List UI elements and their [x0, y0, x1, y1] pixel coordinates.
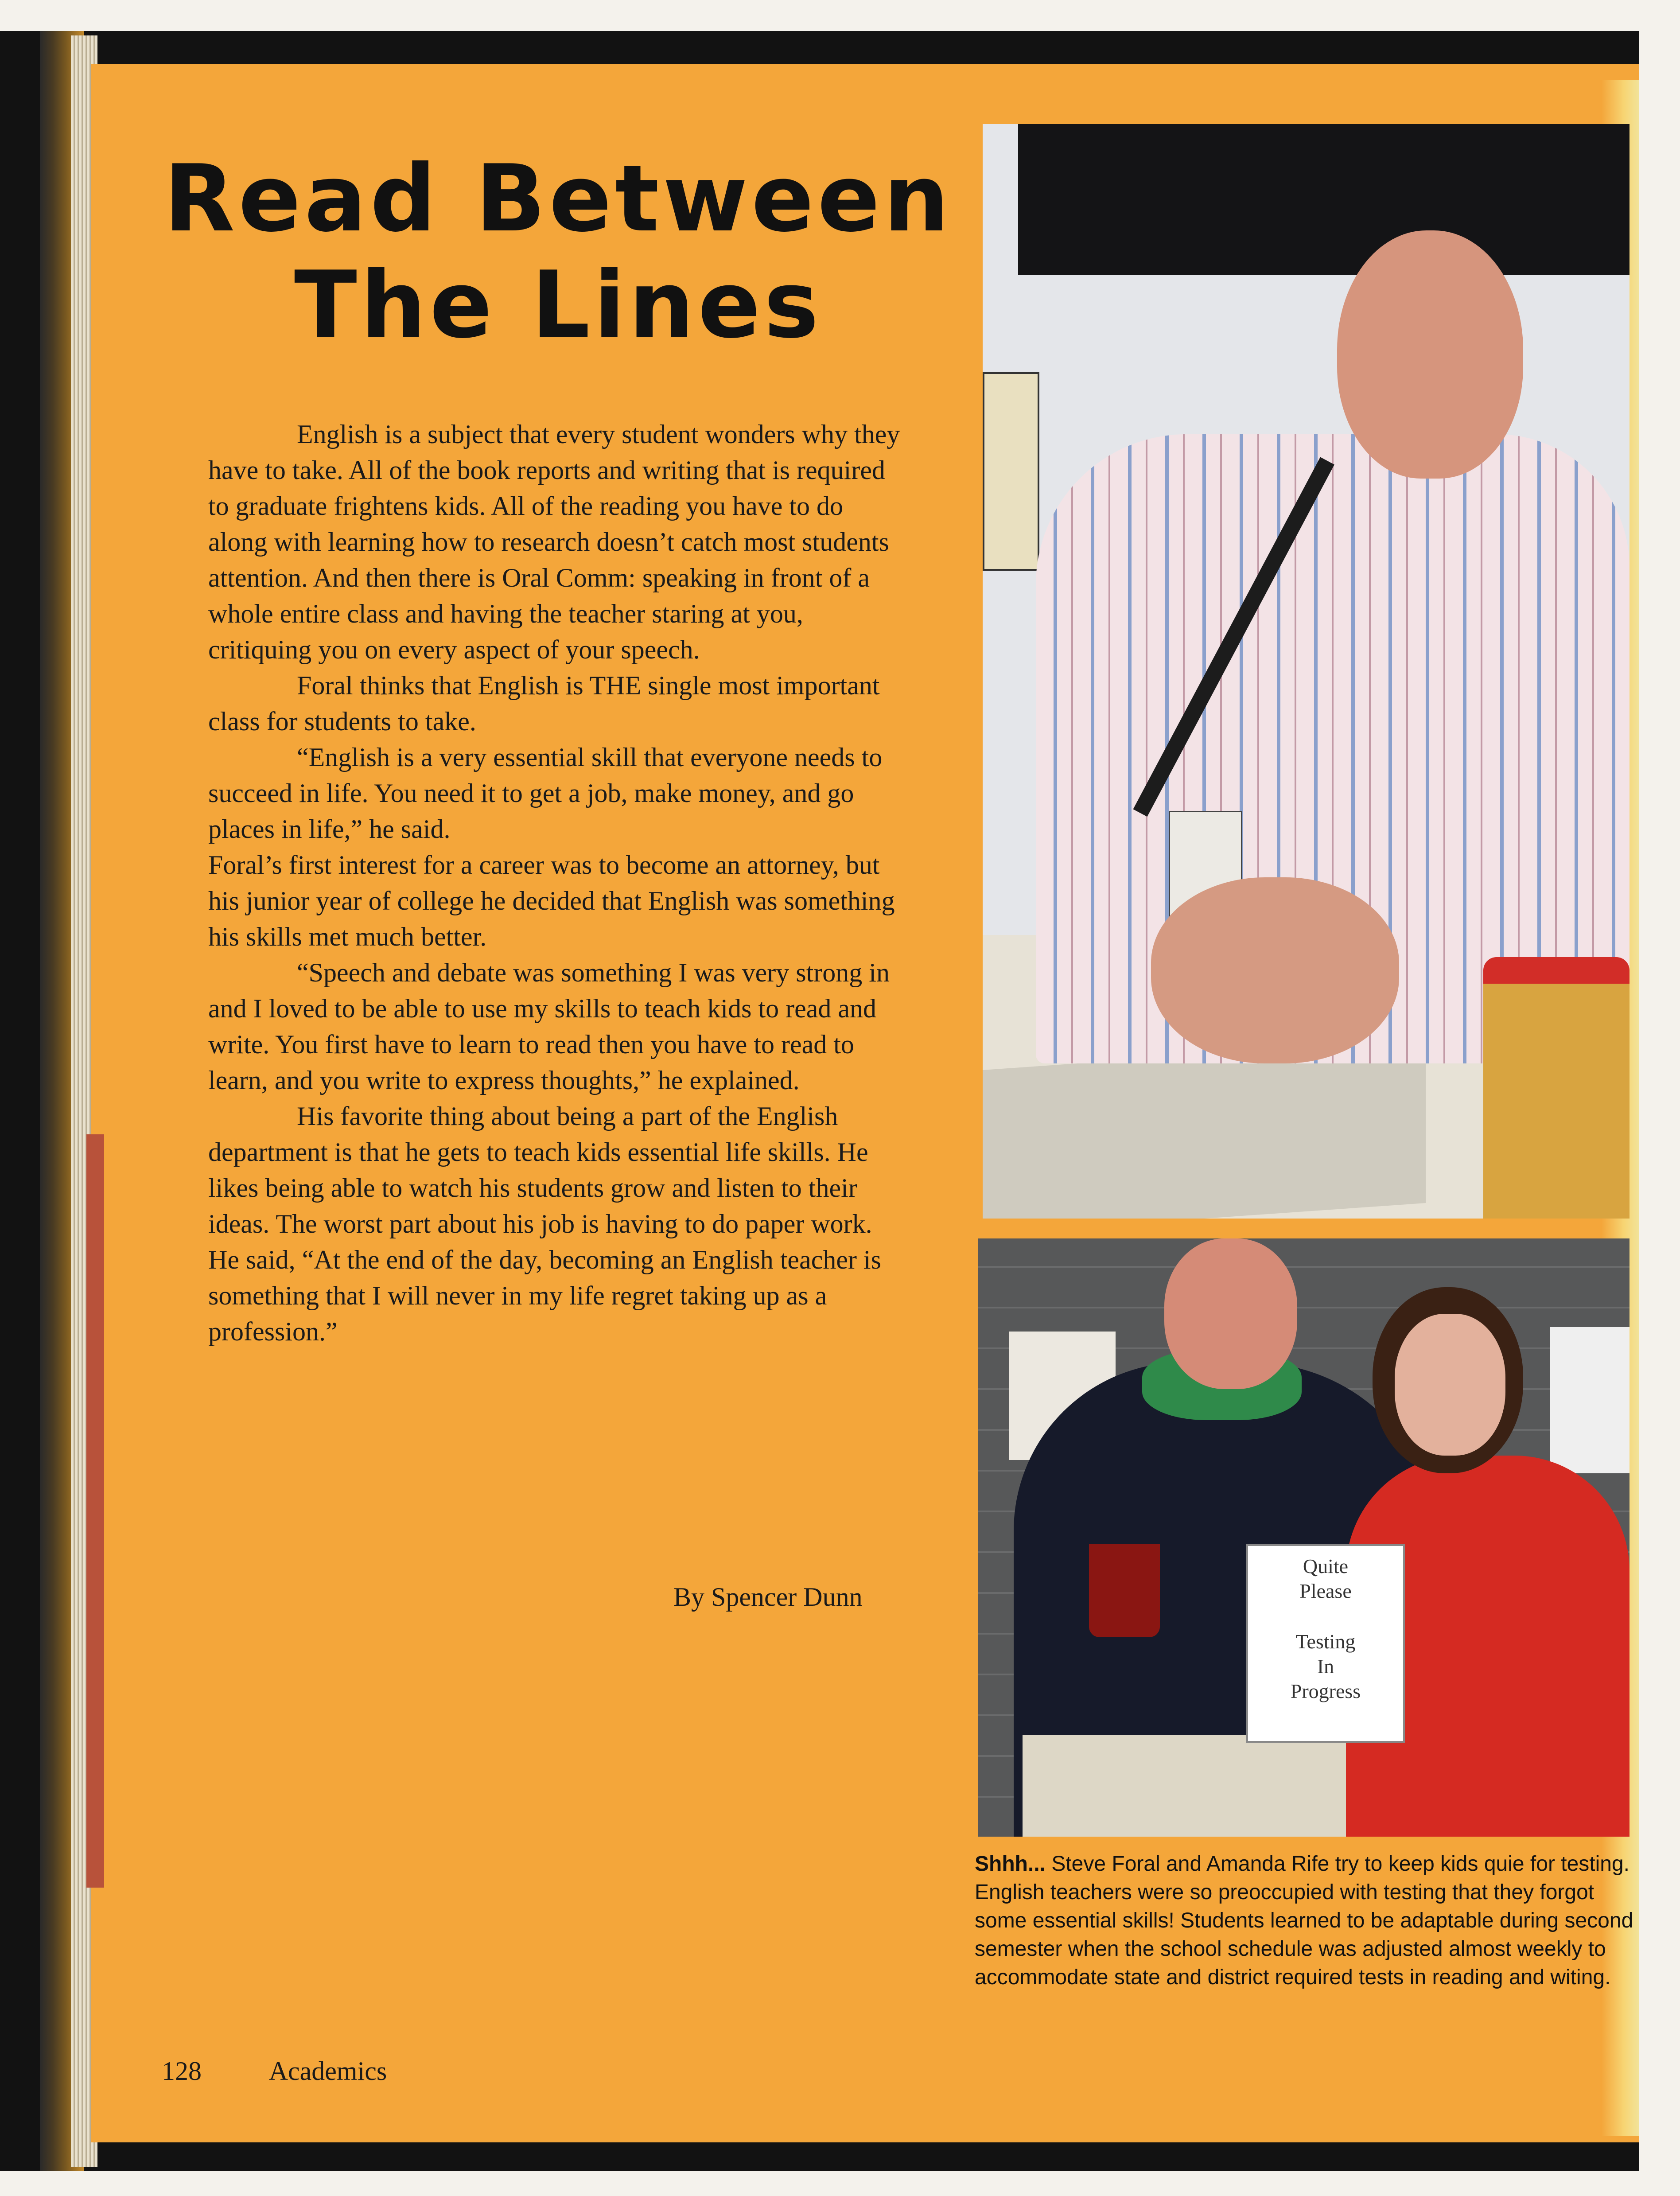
photo-man-head: [1164, 1238, 1297, 1389]
photo-caption: [975, 1850, 1639, 1992]
section-name: Academics: [268, 2056, 387, 2086]
paragraph: “Speech and debate was something I was very strong in and I loved to be able to use my skills to teach kids to read and write. You first have to learn to read then you have to read to learn, and you write to express thoughts,” he explained.: [208, 958, 890, 1095]
photo-teachers-with-sign: [978, 1238, 1629, 1837]
folio: [162, 2056, 387, 2087]
scan-border-right: [1639, 0, 1680, 2196]
article-body: [208, 417, 908, 1350]
paragraph: “English is a very essential skill that everyone needs to succeed in life. You need it to get a job, make money, and go places in life,” he said.: [208, 743, 883, 844]
photo-red-mug: [1089, 1544, 1160, 1637]
sign-line: Please: [1299, 1580, 1352, 1602]
sign-line: Testing: [1295, 1630, 1356, 1653]
scan-border-top: [0, 0, 1680, 31]
photo-woman-face: [1395, 1314, 1505, 1456]
page-number: 128: [162, 2056, 202, 2086]
caption-text: Steve Foral and Amanda Rife try to keep kids quie for testing. English teachers were so preoccupied with testing that they forgot some essential skills! Students learned to be adaptable during second semester when the school schedule was adjusted almost weekly to accommodate state and district required tests in reading and witing.: [975, 1852, 1633, 1989]
photo-man-head: [1337, 230, 1523, 479]
headline-line-2: The Lines: [294, 252, 823, 359]
sign-line: Quite: [1303, 1555, 1349, 1577]
paragraph: English is a subject that every student wonders why they have to take. All of the book reports and writing that is required to graduate frightens kids. All of the reading you have to do along with learning how to research doesn’t catch most students attention. And then there is Oral Comm: speaking in front of a whole entire class and having the teacher staring at you, critiquing you on every aspect of your speech.: [208, 420, 900, 664]
caption-lead: Shhh...: [975, 1852, 1046, 1876]
photo-wall-sign: [983, 372, 1039, 571]
headline-line-1: Read Between: [163, 145, 953, 253]
photo-wall-poster: [1550, 1327, 1629, 1473]
paragraph: Foral thinks that English is THE single most important class for students to take.: [208, 671, 880, 736]
photo-clasped-hands: [1151, 877, 1399, 1063]
paragraph: Foral’s first interest for a career was to become an attorney, but his junior year of college he decided that English was something his skills met much better.: [208, 850, 895, 951]
photo-testing-sign: [1246, 1544, 1405, 1743]
photo-khaki-pants: [1023, 1735, 1350, 1837]
sign-line: Progress: [1290, 1680, 1361, 1702]
photo-soda-cup: [1483, 957, 1629, 1219]
paragraph: His favorite thing about being a part of the English department is that he gets to teach kids essential life skills. He likes being able to watch his students grow and listen to their ideas. The worst part about his job is having to do paper work. He said, “At the end of the day, becoming an English teacher is something that I will never in my life regret taking up as a profession.”: [208, 1102, 881, 1346]
photo-newspaper: [983, 1039, 1426, 1219]
photo-teacher-at-table: [983, 124, 1629, 1219]
byline: By Spencer Dunn: [673, 1582, 863, 1612]
scan-border-bottom: [0, 2171, 1680, 2196]
spine-red-edge: [86, 1134, 104, 1888]
sign-line: In: [1317, 1655, 1334, 1678]
photo-tv-screen: [1018, 124, 1629, 275]
